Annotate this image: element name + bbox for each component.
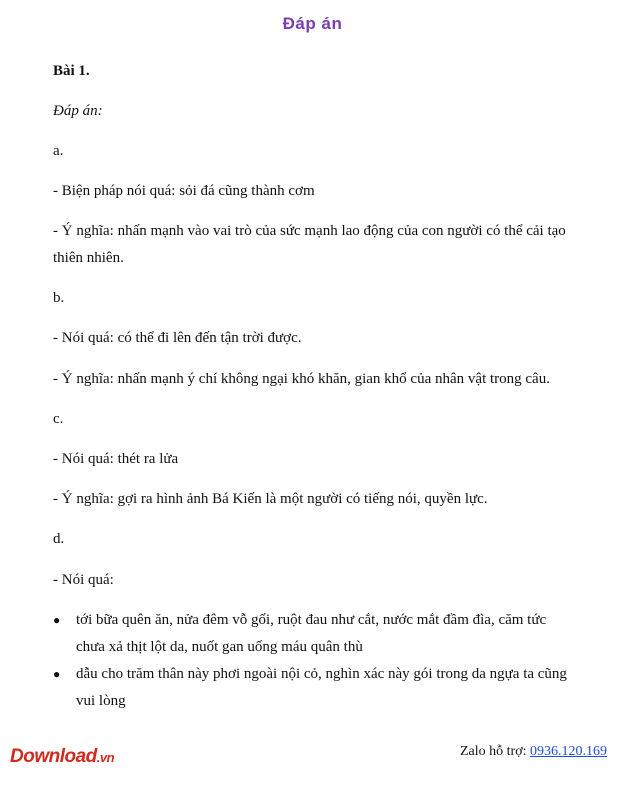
zalo-label: Zalo hỗ trợ: [460,744,530,759]
item-b-technique: - Nói quá: có thể đi lên đến tận trời được. [53,330,302,346]
list-item-text: dẫu cho trăm thân này phơi ngoài nội cỏ, nghìn xác này gói trong da ngựa ta cũng vui lòng [76,666,567,709]
list-item-text: tới bữa quên ăn, nửa đêm vỗ gối, ruột đau như cắt, nước mắt đầm đìa, căm tức chưa xả thịt lột da, nuốt gan uống máu quân thù [76,612,547,655]
section-heading: Bài 1. [53,63,90,79]
item-c-meaning: - Ý nghĩa: gợi ra hình ảnh Bá Kiến là một người có tiếng nói, quyền lực. [53,491,488,507]
item-a-label: a. [53,143,64,159]
item-d-label: d. [53,531,65,547]
item-d-technique: - Nói quá: [53,572,114,588]
bullet-icon: ● [53,613,61,627]
item-a-technique: - Biện pháp nói quá: sỏi đá cũng thành cơm [53,183,315,199]
bullet-icon: ● [53,667,61,681]
item-c-label: c. [53,411,64,427]
answer-label: Đáp án: [53,103,103,119]
zalo-phone-link[interactable]: 0936.120.169 [530,744,607,759]
logo-main: Download [10,746,97,767]
item-b-label: b. [53,290,65,306]
item-a-meaning: - Ý nghĩa: nhấn mạnh vào vai trò của sức mạnh lao động của con người có thể cải tạo thiên nhiên. [53,223,566,266]
item-b-meaning: - Ý nghĩa: nhấn mạnh ý chí không ngại khó khăn, gian khổ của nhân vật trong câu. [53,371,550,387]
logo-tld: .vn [96,750,115,765]
download-logo[interactable] [10,746,114,768]
zalo-support [460,744,607,760]
page-title: Đáp án [282,14,343,33]
item-c-technique: - Nói quá: thét ra lửa [53,451,179,467]
